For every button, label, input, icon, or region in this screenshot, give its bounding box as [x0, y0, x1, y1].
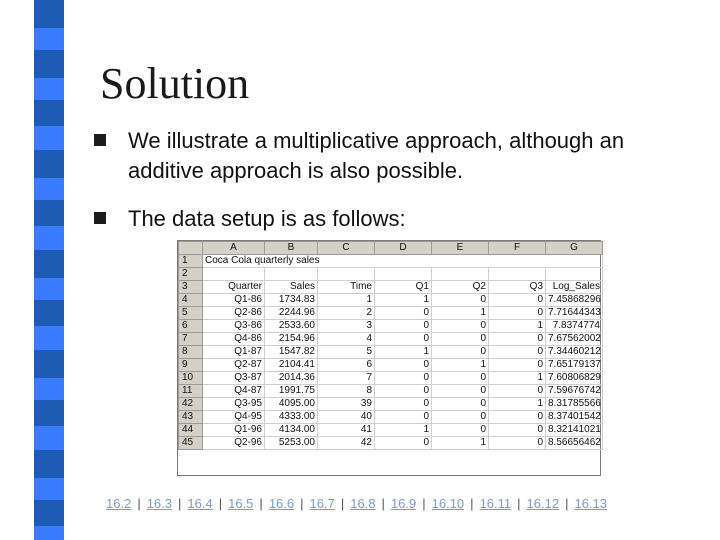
stripe-block	[34, 28, 64, 50]
table-row	[179, 385, 603, 398]
nav-separator: |	[381, 496, 385, 511]
table-cell: 0	[489, 385, 546, 398]
row-header: 2	[179, 268, 203, 281]
column-header: F	[489, 242, 546, 255]
table-cell: 1991.75	[265, 385, 318, 398]
table-cell: 0	[432, 398, 489, 411]
column-header: E	[432, 242, 489, 255]
table-cell	[546, 268, 603, 281]
table-cell: Log_Sales	[546, 281, 603, 294]
nav-separator: |	[300, 496, 304, 511]
table-cell: Q3-87	[203, 372, 265, 385]
row-header: 45	[179, 437, 203, 450]
table-cell: 0	[489, 437, 546, 450]
stripe-block	[34, 50, 64, 78]
spreadsheet-image	[177, 240, 601, 476]
table-cell: 7.45868296	[546, 294, 603, 307]
row-header: 7	[179, 333, 203, 346]
table-cell	[203, 268, 265, 281]
table-cell: 1	[318, 294, 375, 307]
stripe-block	[34, 478, 64, 500]
table-cell: 1	[489, 398, 546, 411]
table-cell: Time	[318, 281, 375, 294]
column-header: B	[265, 242, 318, 255]
nav-separator: |	[218, 496, 223, 511]
table-cell: 1	[432, 359, 489, 372]
nav-link-16-8[interactable]: 16.8	[350, 496, 376, 511]
table-row	[179, 437, 603, 450]
nav-link-16-9[interactable]: 16.9	[390, 496, 417, 511]
stripe-block	[34, 0, 64, 28]
row-header: 4	[179, 294, 203, 307]
table-row	[179, 424, 603, 437]
table-cell: Sales	[265, 281, 318, 294]
spreadsheet-table	[178, 241, 603, 450]
row-header: 43	[179, 411, 203, 424]
table-cell: 1	[489, 372, 546, 385]
row-header: 3	[179, 281, 203, 294]
table-cell: 0	[489, 424, 546, 437]
row-header: 5	[179, 307, 203, 320]
table-cell: 1	[489, 320, 546, 333]
table-cell: Q1-96	[203, 424, 265, 437]
nav-separator: |	[340, 496, 345, 511]
table-cell: 1734.83	[265, 294, 318, 307]
nav-separator: |	[470, 496, 474, 511]
nav-link-16-13[interactable]: 16.13	[574, 496, 608, 511]
stripe-block	[34, 426, 64, 450]
stripe-block	[34, 200, 64, 226]
table-cell: 7	[318, 372, 375, 385]
stripe-block	[34, 178, 64, 200]
row-header: 42	[179, 398, 203, 411]
stripe-block	[34, 450, 64, 478]
table-cell: 4095.00	[265, 398, 318, 411]
nav-separator: |	[565, 496, 569, 511]
table-cell: 1	[432, 307, 489, 320]
table-cell: 0	[432, 346, 489, 359]
row-header: 44	[179, 424, 203, 437]
table-cell: 0	[489, 333, 546, 346]
table-cell: 8.31785566	[546, 398, 603, 411]
table-cell: 0	[489, 346, 546, 359]
column-header: C	[318, 242, 375, 255]
table-cell: 0	[489, 307, 546, 320]
table-cell: 7.8374774	[546, 320, 603, 333]
table-cell	[489, 268, 546, 281]
table-row	[179, 411, 603, 424]
table-cell: 0	[375, 372, 432, 385]
table-cell: Q4-86	[203, 333, 265, 346]
table-row	[179, 372, 603, 385]
nav-link-16-5[interactable]: 16.5	[228, 496, 254, 511]
table-cell: 2244.96	[265, 307, 318, 320]
table-cell: Q2	[432, 281, 489, 294]
table-cell: 0	[375, 333, 432, 346]
nav-separator: |	[517, 496, 521, 511]
table-cell: 0	[489, 294, 546, 307]
row-header: 8	[179, 346, 203, 359]
stripe-block	[34, 126, 64, 150]
table-row	[179, 359, 603, 372]
table-row	[179, 294, 603, 307]
nav-link-16-4[interactable]: 16.4	[187, 496, 213, 511]
column-header-row	[179, 242, 603, 255]
table-row	[179, 320, 603, 333]
table-cell	[318, 268, 375, 281]
table-cell: Q1-86	[203, 294, 265, 307]
column-header: G	[546, 242, 603, 255]
table-cell: 1	[375, 346, 432, 359]
stripe-block	[34, 526, 64, 540]
table-cell: 6	[318, 359, 375, 372]
table-cell: 1	[375, 424, 432, 437]
table-cell: 7.67562002	[546, 333, 603, 346]
column-header: A	[203, 242, 265, 255]
nav-separator: |	[259, 496, 263, 511]
table-cell: 42	[318, 437, 375, 450]
table-cell: Q4-87	[203, 385, 265, 398]
corner-cell	[179, 242, 203, 255]
table-cell: 7.34460212	[546, 346, 603, 359]
table-cell: 0	[375, 385, 432, 398]
bullet-text: The data setup is as follows:	[128, 206, 406, 231]
square-bullet-icon	[94, 134, 106, 146]
nav-link-16-6[interactable]: 16.6	[268, 496, 295, 511]
table-cell: 0	[375, 437, 432, 450]
table-cell: 0	[375, 320, 432, 333]
table-cell: 0	[432, 424, 489, 437]
table-cell: Q3-86	[203, 320, 265, 333]
table-cell: 0	[432, 385, 489, 398]
table-row	[179, 281, 603, 294]
table-row	[179, 268, 603, 281]
stripe-block	[34, 300, 64, 326]
stripe-block	[34, 350, 64, 378]
table-row	[179, 333, 603, 346]
table-cell: 5	[318, 346, 375, 359]
nav-link-16-12[interactable]: 16.12	[526, 496, 560, 511]
table-cell: 1547.82	[265, 346, 318, 359]
table-cell: 40	[318, 411, 375, 424]
nav-link-16-3[interactable]: 16.3	[146, 496, 173, 511]
table-cell: Q2-96	[203, 437, 265, 450]
slide-title: Solution	[100, 59, 250, 108]
table-cell: 8.37401542	[546, 411, 603, 424]
stripe-block	[34, 150, 64, 178]
stripe-block	[34, 250, 64, 278]
row-header: 11	[179, 385, 203, 398]
table-cell: 0	[432, 320, 489, 333]
table-cell: 4333.00	[265, 411, 318, 424]
row-header: 10	[179, 372, 203, 385]
table-cell: 0	[432, 411, 489, 424]
stripe-block	[34, 326, 64, 350]
table-cell: Quarter	[203, 281, 265, 294]
table-cell: Q2-87	[203, 359, 265, 372]
table-row	[179, 307, 603, 320]
table-cell	[375, 268, 432, 281]
table-cell: 3	[318, 320, 375, 333]
table-cell: Q4-95	[203, 411, 265, 424]
stripe-block	[34, 226, 64, 250]
table-row	[179, 398, 603, 411]
table-cell: 2014.36	[265, 372, 318, 385]
table-cell: 2104.41	[265, 359, 318, 372]
nav-link-16-10[interactable]: 16.10	[431, 496, 465, 511]
table-cell: 2	[318, 307, 375, 320]
table-cell	[265, 268, 318, 281]
stripe-block	[34, 100, 64, 126]
table-cell: Q1	[375, 281, 432, 294]
table-cell: 41	[318, 424, 375, 437]
table-cell: 7.59676742	[546, 385, 603, 398]
nav-separator: |	[422, 496, 426, 511]
table-cell: 4134.00	[265, 424, 318, 437]
table-cell: 1	[375, 294, 432, 307]
nav-separator: |	[137, 496, 141, 511]
table-cell: 4	[318, 333, 375, 346]
table-cell: Q3	[489, 281, 546, 294]
square-bullet-icon	[94, 212, 106, 224]
table-cell: 5253.00	[265, 437, 318, 450]
nav-link-16-2[interactable]: 16.2	[106, 496, 132, 511]
stripe-block	[34, 378, 64, 400]
row-header: 6	[179, 320, 203, 333]
nav-link-16-11[interactable]: 16.11	[479, 496, 512, 511]
table-cell: 2154.96	[265, 333, 318, 346]
table-cell: 0	[432, 333, 489, 346]
table-cell: 0	[375, 411, 432, 424]
stripe-block	[34, 78, 64, 100]
nav-separator: |	[178, 496, 182, 511]
column-header: D	[375, 242, 432, 255]
table-cell: 1	[432, 437, 489, 450]
table-cell: Q1-87	[203, 346, 265, 359]
table-cell: 8	[318, 385, 375, 398]
row-header: 9	[179, 359, 203, 372]
table-cell: 0	[432, 294, 489, 307]
stripe-block	[34, 278, 64, 300]
stripe-block	[34, 400, 64, 426]
table-row	[179, 255, 603, 268]
table-cell: 0	[489, 359, 546, 372]
table-cell: Q3-95	[203, 398, 265, 411]
table-cell: 8.32141021	[546, 424, 603, 437]
table-cell: 39	[318, 398, 375, 411]
table-cell: 0	[375, 359, 432, 372]
table-cell: 8.56656462	[546, 437, 603, 450]
stripe-block	[34, 500, 64, 526]
row-header: 1	[179, 255, 203, 268]
table-cell: 0	[489, 411, 546, 424]
slide-nav-links	[106, 496, 706, 511]
table-cell: Q2-86	[203, 307, 265, 320]
sheet-title-cell: Coca Cola quarterly sales	[203, 255, 603, 268]
table-cell	[432, 268, 489, 281]
table-cell: 0	[375, 307, 432, 320]
table-cell: 7.65179137	[546, 359, 603, 372]
bullet-text: We illustrate a multiplicative approach, although an additive approach is also possible.	[128, 128, 625, 183]
table-cell: 2533.60	[265, 320, 318, 333]
table-cell: 0	[432, 372, 489, 385]
table-cell: 7.71644343	[546, 307, 603, 320]
table-cell: 7.60806829	[546, 372, 603, 385]
table-row	[179, 346, 603, 359]
decorative-color-stripe	[34, 0, 64, 540]
table-cell: 0	[375, 398, 432, 411]
nav-link-16-7[interactable]: 16.7	[309, 496, 335, 511]
